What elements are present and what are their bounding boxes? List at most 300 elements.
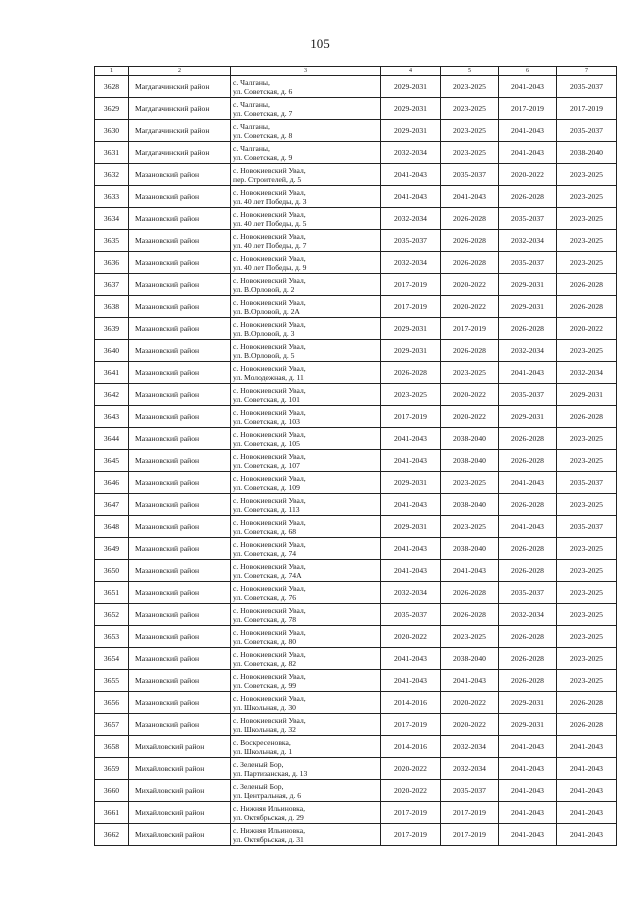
address-settlement: с. Новокиевский Увал, <box>233 671 306 681</box>
address-cell <box>231 538 381 560</box>
period-cell: 2038-2040 <box>441 648 499 670</box>
table-row <box>95 362 617 384</box>
table-row <box>95 252 617 274</box>
period-cell: 2041-2043 <box>499 362 557 384</box>
address-street: ул. Центральная, д. 6 <box>233 790 302 800</box>
row-number-cell: 3642 <box>95 384 129 406</box>
period-cell: 2020-2022 <box>381 758 441 780</box>
table-row <box>95 384 617 406</box>
period-cell: 2029-2031 <box>381 318 441 340</box>
period-cell: 2026-2028 <box>441 252 499 274</box>
address-street: ул. Школьная, д. 1 <box>233 746 293 756</box>
period-cell: 2023-2025 <box>441 76 499 98</box>
address-settlement: с. Нижняя Ильиновка, <box>233 825 305 835</box>
table-row <box>95 626 617 648</box>
row-number-cell: 3656 <box>95 692 129 714</box>
address-settlement: с. Новокиевский Увал, <box>233 561 306 571</box>
table-row <box>95 516 617 538</box>
period-cell: 2023-2025 <box>557 560 617 582</box>
address-settlement: с. Новокиевский Увал, <box>233 341 306 351</box>
table-row <box>95 208 617 230</box>
address-cell <box>231 494 381 516</box>
district-cell: Мазановский район <box>129 450 231 472</box>
period-cell: 2041-2043 <box>381 538 441 560</box>
period-cell: 2041-2043 <box>557 758 617 780</box>
period-cell: 2026-2028 <box>557 714 617 736</box>
address-cell <box>231 758 381 780</box>
address-settlement: с. Новокиевский Увал, <box>233 583 306 593</box>
address-settlement: с. Чалганы, <box>233 77 270 87</box>
row-number-cell: 3636 <box>95 252 129 274</box>
address-street: ул. Советская, д. 101 <box>233 394 300 404</box>
district-cell: Мазановский район <box>129 472 231 494</box>
period-cell: 2023-2025 <box>557 186 617 208</box>
period-cell: 2032-2034 <box>381 142 441 164</box>
district-cell: Мазановский район <box>129 274 231 296</box>
period-cell: 2041-2043 <box>381 670 441 692</box>
address-cell <box>231 98 381 120</box>
period-cell: 2032-2034 <box>499 604 557 626</box>
district-cell: Мазановский район <box>129 186 231 208</box>
period-cell: 2029-2031 <box>381 120 441 142</box>
row-number-cell: 3652 <box>95 604 129 626</box>
row-number-cell: 3628 <box>95 76 129 98</box>
period-cell: 2020-2022 <box>441 714 499 736</box>
district-cell: Мазановский район <box>129 604 231 626</box>
district-cell: Мазановский район <box>129 714 231 736</box>
row-number-cell: 3631 <box>95 142 129 164</box>
table-row <box>95 648 617 670</box>
district-cell: Магдагачинский район <box>129 120 231 142</box>
row-number-cell: 3633 <box>95 186 129 208</box>
period-cell: 2017-2019 <box>441 824 499 846</box>
district-cell: Мазановский район <box>129 560 231 582</box>
period-cell: 2035-2037 <box>381 230 441 252</box>
table-row <box>95 120 617 142</box>
period-cell: 2020-2022 <box>499 164 557 186</box>
period-cell: 2041-2043 <box>499 824 557 846</box>
period-cell: 2029-2031 <box>499 296 557 318</box>
period-cell: 2020-2022 <box>381 626 441 648</box>
district-cell: Мазановский район <box>129 230 231 252</box>
row-number-cell: 3661 <box>95 802 129 824</box>
address-cell <box>231 780 381 802</box>
district-cell: Мазановский район <box>129 384 231 406</box>
address-settlement: с. Зеленый Бор, <box>233 759 284 769</box>
table-row <box>95 186 617 208</box>
period-cell: 2023-2025 <box>557 450 617 472</box>
table-row <box>95 472 617 494</box>
district-cell: Мазановский район <box>129 538 231 560</box>
period-cell: 2029-2031 <box>381 516 441 538</box>
period-cell: 2041-2043 <box>441 670 499 692</box>
district-cell: Михайловский район <box>129 780 231 802</box>
address-settlement: с. Новокиевский Увал, <box>233 429 306 439</box>
address-street: ул. Октябрьская, д. 31 <box>233 834 304 844</box>
row-number-cell: 3649 <box>95 538 129 560</box>
period-cell: 2026-2028 <box>499 494 557 516</box>
period-cell: 2017-2019 <box>381 824 441 846</box>
period-cell: 2035-2037 <box>557 472 617 494</box>
period-cell: 2023-2025 <box>557 648 617 670</box>
period-cell: 2035-2037 <box>557 516 617 538</box>
period-cell: 2026-2028 <box>441 208 499 230</box>
district-cell: Мазановский район <box>129 296 231 318</box>
period-cell: 2032-2034 <box>381 252 441 274</box>
period-cell: 2023-2025 <box>441 120 499 142</box>
address-cell <box>231 76 381 98</box>
period-cell: 2023-2025 <box>441 98 499 120</box>
period-cell: 2023-2025 <box>441 142 499 164</box>
period-cell: 2023-2025 <box>557 670 617 692</box>
period-cell: 2023-2025 <box>557 582 617 604</box>
address-settlement: с. Новокиевский Увал, <box>233 539 306 549</box>
page-number: 105 <box>310 36 330 51</box>
period-cell: 2032-2034 <box>499 230 557 252</box>
row-number-cell: 3657 <box>95 714 129 736</box>
period-cell: 2038-2040 <box>441 450 499 472</box>
table-row <box>95 802 617 824</box>
period-cell: 2041-2043 <box>381 560 441 582</box>
address-street: ул. Партизанская, д. 13 <box>233 768 308 778</box>
period-cell: 2038-2040 <box>441 494 499 516</box>
period-cell: 2020-2022 <box>557 318 617 340</box>
district-cell: Мазановский район <box>129 208 231 230</box>
period-cell: 2041-2043 <box>557 780 617 802</box>
district-cell: Мазановский район <box>129 494 231 516</box>
district-cell: Мазановский район <box>129 406 231 428</box>
row-number-cell: 3662 <box>95 824 129 846</box>
period-cell: 2041-2043 <box>499 472 557 494</box>
period-cell: 2035-2037 <box>499 384 557 406</box>
period-cell: 2020-2022 <box>381 780 441 802</box>
address-settlement: с. Новокиевский Увал, <box>233 451 306 461</box>
period-cell: 2041-2043 <box>381 186 441 208</box>
address-cell <box>231 230 381 252</box>
address-cell <box>231 296 381 318</box>
period-cell: 2026-2028 <box>441 230 499 252</box>
period-cell: 2023-2025 <box>557 494 617 516</box>
district-cell: Магдагачинский район <box>129 142 231 164</box>
period-cell: 2020-2022 <box>441 274 499 296</box>
row-number-cell: 3645 <box>95 450 129 472</box>
row-number-cell: 3629 <box>95 98 129 120</box>
period-cell: 2026-2028 <box>499 318 557 340</box>
address-street: ул. Советская, д. 74 <box>233 548 297 558</box>
period-cell: 2026-2028 <box>557 406 617 428</box>
row-number-cell: 3660 <box>95 780 129 802</box>
registry-table <box>94 66 617 846</box>
column-header: 4 <box>381 67 441 76</box>
address-cell <box>231 736 381 758</box>
address-settlement: с. Чалганы, <box>233 121 270 131</box>
table-row <box>95 318 617 340</box>
address-street: ул. Советская, д. 113 <box>233 504 300 514</box>
row-number-cell: 3637 <box>95 274 129 296</box>
period-cell: 2023-2025 <box>557 164 617 186</box>
table-row <box>95 406 617 428</box>
period-cell: 2023-2025 <box>441 472 499 494</box>
table-row <box>95 76 617 98</box>
address-cell <box>231 516 381 538</box>
table-row <box>95 340 617 362</box>
address-street: ул. Советская, д. 99 <box>233 680 297 690</box>
address-cell <box>231 670 381 692</box>
period-cell: 2026-2028 <box>441 340 499 362</box>
period-cell: 2023-2025 <box>557 230 617 252</box>
period-cell: 2032-2034 <box>381 208 441 230</box>
period-cell: 2041-2043 <box>441 560 499 582</box>
address-settlement: с. Новокиевский Увал, <box>233 495 306 505</box>
table-row <box>95 736 617 758</box>
period-cell: 2032-2034 <box>441 736 499 758</box>
address-cell <box>231 582 381 604</box>
period-cell: 2017-2019 <box>381 296 441 318</box>
row-number-cell: 3651 <box>95 582 129 604</box>
column-number-row <box>95 67 617 76</box>
district-cell: Мазановский район <box>129 318 231 340</box>
address-settlement: с. Новокиевский Увал, <box>233 275 306 285</box>
address-settlement: с. Новокиевский Увал, <box>233 627 306 637</box>
address-street: ул. Советская, д. 8 <box>233 130 293 140</box>
table-row <box>95 98 617 120</box>
period-cell: 2017-2019 <box>441 318 499 340</box>
address-street: ул. Советская, д. 103 <box>233 416 300 426</box>
district-cell: Михайловский район <box>129 824 231 846</box>
column-header: 5 <box>441 67 499 76</box>
row-number-cell: 3641 <box>95 362 129 384</box>
period-cell: 2026-2028 <box>499 450 557 472</box>
district-cell: Михайловский район <box>129 802 231 824</box>
period-cell: 2026-2028 <box>499 626 557 648</box>
period-cell: 2035-2037 <box>499 252 557 274</box>
period-cell: 2029-2031 <box>557 384 617 406</box>
address-settlement: с. Воскресеновка, <box>233 737 291 747</box>
address-settlement: с. Чалганы, <box>233 143 270 153</box>
row-number-cell: 3632 <box>95 164 129 186</box>
period-cell: 2017-2019 <box>381 802 441 824</box>
period-cell: 2020-2022 <box>441 296 499 318</box>
period-cell: 2041-2043 <box>557 736 617 758</box>
period-cell: 2041-2043 <box>381 648 441 670</box>
address-street: ул. В.Орловой, д. 2 <box>233 284 295 294</box>
address-street: ул. Советская, д. 76 <box>233 592 297 602</box>
period-cell: 2041-2043 <box>499 142 557 164</box>
address-street: ул. Советская, д. 82 <box>233 658 297 668</box>
period-cell: 2023-2025 <box>557 428 617 450</box>
address-street: ул. 40 лет Победы, д. 9 <box>233 262 307 272</box>
period-cell: 2035-2037 <box>557 76 617 98</box>
table-row <box>95 780 617 802</box>
period-cell: 2029-2031 <box>499 406 557 428</box>
address-street: ул. Советская, д. 9 <box>233 152 293 162</box>
address-street: ул. 40 лет Победы, д. 7 <box>233 240 307 250</box>
row-number-cell: 3638 <box>95 296 129 318</box>
address-street: ул. Советская, д. 7 <box>233 108 293 118</box>
period-cell: 2026-2028 <box>381 362 441 384</box>
row-number-cell: 3646 <box>95 472 129 494</box>
period-cell: 2038-2040 <box>441 428 499 450</box>
column-header: 6 <box>499 67 557 76</box>
address-settlement: с. Новокиевский Увал, <box>233 473 306 483</box>
address-cell <box>231 274 381 296</box>
address-cell <box>231 472 381 494</box>
table-row <box>95 538 617 560</box>
address-street: ул. Советская, д. 68 <box>233 526 297 536</box>
address-settlement: с. Нижняя Ильиновка, <box>233 803 305 813</box>
address-cell <box>231 208 381 230</box>
address-cell <box>231 450 381 472</box>
address-cell <box>231 142 381 164</box>
district-cell: Михайловский район <box>129 758 231 780</box>
row-number-cell: 3643 <box>95 406 129 428</box>
table-row <box>95 604 617 626</box>
row-number-cell: 3648 <box>95 516 129 538</box>
row-number-cell: 3650 <box>95 560 129 582</box>
address-cell <box>231 318 381 340</box>
address-street: ул. Советская, д. 107 <box>233 460 300 470</box>
address-cell <box>231 604 381 626</box>
period-cell: 2017-2019 <box>557 98 617 120</box>
column-header: 1 <box>95 67 129 76</box>
address-street: ул. В.Орловой, д. 3 <box>233 328 295 338</box>
period-cell: 2020-2022 <box>441 692 499 714</box>
address-settlement: с. Новокиевский Увал, <box>233 385 306 395</box>
period-cell: 2017-2019 <box>381 274 441 296</box>
row-number-cell: 3647 <box>95 494 129 516</box>
table-row <box>95 142 617 164</box>
district-cell: Мазановский район <box>129 164 231 186</box>
address-street: ул. Советская, д. 74А <box>233 570 302 580</box>
table-row <box>95 428 617 450</box>
period-cell: 2035-2037 <box>381 604 441 626</box>
period-cell: 2023-2025 <box>557 340 617 362</box>
table-row <box>95 230 617 252</box>
table-row <box>95 274 617 296</box>
period-cell: 2041-2043 <box>499 516 557 538</box>
period-cell: 2032-2034 <box>381 582 441 604</box>
period-cell: 2026-2028 <box>557 274 617 296</box>
period-cell: 2035-2037 <box>441 780 499 802</box>
period-cell: 2023-2025 <box>557 208 617 230</box>
period-cell: 2041-2043 <box>381 164 441 186</box>
period-cell: 2026-2028 <box>557 692 617 714</box>
district-cell: Магдагачинский район <box>129 76 231 98</box>
period-cell: 2035-2037 <box>499 208 557 230</box>
period-cell: 2017-2019 <box>381 714 441 736</box>
address-street: ул. Советская, д. 109 <box>233 482 300 492</box>
address-cell <box>231 648 381 670</box>
row-number-cell: 3655 <box>95 670 129 692</box>
address-settlement: с. Новокиевский Увал, <box>233 231 306 241</box>
period-cell: 2023-2025 <box>441 626 499 648</box>
table-row <box>95 582 617 604</box>
address-street: ул. Советская, д. 105 <box>233 438 300 448</box>
district-cell: Мазановский район <box>129 692 231 714</box>
period-cell: 2026-2028 <box>499 428 557 450</box>
table-row <box>95 692 617 714</box>
period-cell: 2035-2037 <box>499 582 557 604</box>
district-cell: Мазановский район <box>129 670 231 692</box>
period-cell: 2035-2037 <box>557 120 617 142</box>
row-number-cell: 3630 <box>95 120 129 142</box>
period-cell: 2041-2043 <box>441 186 499 208</box>
district-cell: Мазановский район <box>129 648 231 670</box>
period-cell: 2041-2043 <box>381 428 441 450</box>
address-street: пер. Строителей, д. 5 <box>233 174 302 184</box>
address-street: ул. 40 лет Победы, д. 5 <box>233 218 307 228</box>
period-cell: 2041-2043 <box>557 824 617 846</box>
period-cell: 2032-2034 <box>441 758 499 780</box>
period-cell: 2041-2043 <box>499 120 557 142</box>
period-cell: 2038-2040 <box>441 538 499 560</box>
period-cell: 2029-2031 <box>499 714 557 736</box>
row-number-cell: 3634 <box>95 208 129 230</box>
period-cell: 2014-2016 <box>381 692 441 714</box>
address-street: ул. Молодежная, д. 11 <box>233 372 304 382</box>
row-number-cell: 3644 <box>95 428 129 450</box>
table-row <box>95 164 617 186</box>
address-street: ул. Советская, д. 6 <box>233 86 293 96</box>
row-number-cell: 3640 <box>95 340 129 362</box>
address-settlement: с. Новокиевский Увал, <box>233 209 306 219</box>
address-street: ул. Советская, д. 80 <box>233 636 297 646</box>
table-row <box>95 714 617 736</box>
period-cell: 2041-2043 <box>381 494 441 516</box>
table-row <box>95 494 617 516</box>
period-cell: 2029-2031 <box>499 692 557 714</box>
table-row <box>95 824 617 846</box>
table-row <box>95 560 617 582</box>
address-settlement: с. Новокиевский Увал, <box>233 605 306 615</box>
period-cell: 2017-2019 <box>381 406 441 428</box>
district-cell: Мазановский район <box>129 340 231 362</box>
period-cell: 2029-2031 <box>381 472 441 494</box>
address-street: ул. 40 лет Победы, д. 3 <box>233 196 307 206</box>
address-settlement: с. Новокиевский Увал, <box>233 253 306 263</box>
row-number-cell: 3639 <box>95 318 129 340</box>
row-number-cell: 3654 <box>95 648 129 670</box>
period-cell: 2026-2028 <box>499 186 557 208</box>
address-cell <box>231 560 381 582</box>
address-cell <box>231 384 381 406</box>
period-cell: 2026-2028 <box>441 582 499 604</box>
period-cell: 2023-2025 <box>557 252 617 274</box>
district-cell: Магдагачинский район <box>129 98 231 120</box>
row-number-cell: 3635 <box>95 230 129 252</box>
district-cell: Мазановский район <box>129 428 231 450</box>
address-settlement: с. Новокиевский Увал, <box>233 407 306 417</box>
address-cell <box>231 802 381 824</box>
address-cell <box>231 340 381 362</box>
address-cell <box>231 626 381 648</box>
period-cell: 2023-2025 <box>441 362 499 384</box>
row-number-cell: 3659 <box>95 758 129 780</box>
period-cell: 2026-2028 <box>499 560 557 582</box>
period-cell: 2041-2043 <box>499 780 557 802</box>
address-cell <box>231 714 381 736</box>
period-cell: 2038-2040 <box>557 142 617 164</box>
period-cell: 2041-2043 <box>499 758 557 780</box>
period-cell: 2032-2034 <box>499 340 557 362</box>
period-cell: 2020-2022 <box>441 384 499 406</box>
address-settlement: с. Зеленый Бор, <box>233 781 284 791</box>
period-cell: 2023-2025 <box>441 516 499 538</box>
period-cell: 2014-2016 <box>381 736 441 758</box>
address-settlement: с. Новокиевский Увал, <box>233 517 306 527</box>
period-cell: 2026-2028 <box>499 670 557 692</box>
address-cell <box>231 186 381 208</box>
